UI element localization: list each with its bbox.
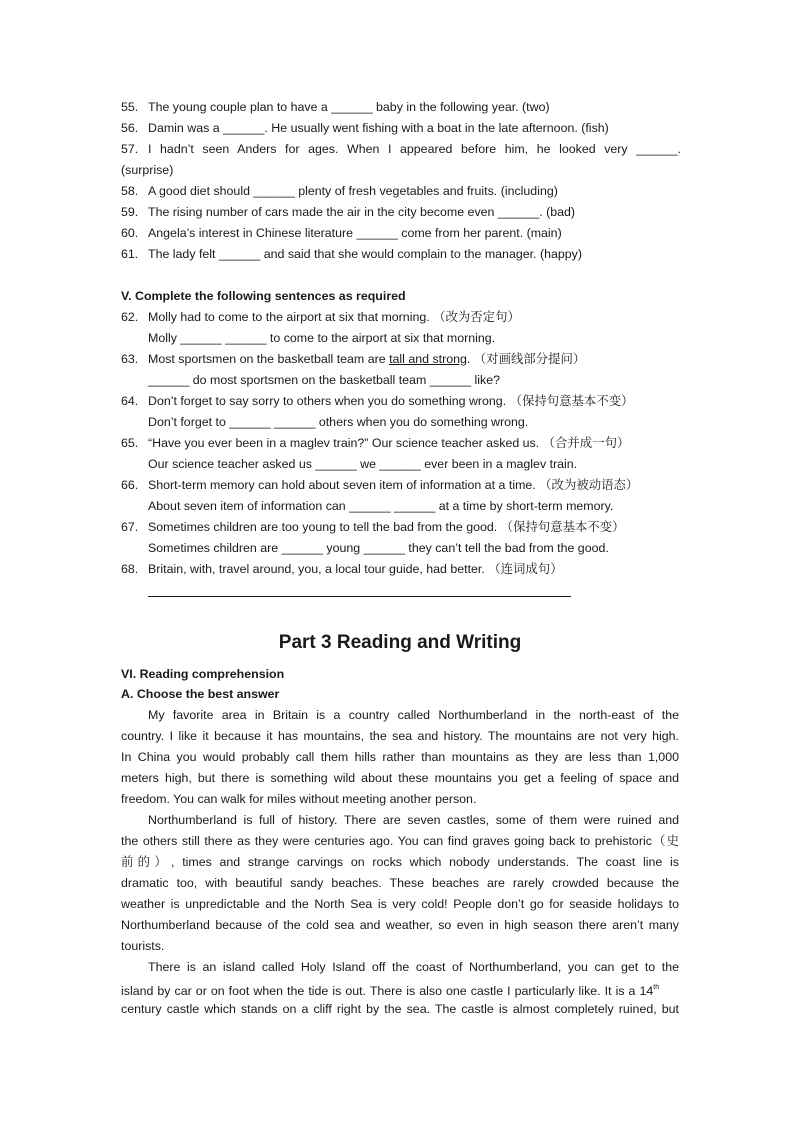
answer-line-64: Don’t forget to ______ ______ others when you do something wrong.	[148, 415, 529, 429]
passage-line	[121, 980, 679, 999]
question-text: Molly had to come to the airport at six that morning. （改为否定句）	[148, 310, 520, 324]
question-number: 60.	[121, 226, 139, 240]
passage-line: meters high, but there is something wild about these mountains you get a feeling of space and	[121, 771, 679, 785]
question-number: 55.	[121, 100, 139, 114]
answer-line-62: Molly ______ ______ to come to the airport at six that morning.	[148, 331, 496, 345]
answer-line-67: Sometimes children are ______ young ______ they can’t tell the bad from the good.	[148, 541, 609, 555]
passage-line: century castle which stands on a cliff right by the sea. The castle is almost completely ruined, but	[121, 1002, 679, 1016]
subsection-heading: A. Choose the best answer	[121, 687, 280, 701]
question-65	[121, 435, 681, 451]
passage-line: the others still there as they were centuries ago. You can find graves going back to prehistoric（史	[121, 834, 679, 848]
part-title: Part 3 Reading and Writing	[278, 632, 522, 653]
question-67	[121, 519, 681, 535]
question-text: Short-term memory can hold about seven item of information at a time. （改为被动语态）	[148, 478, 639, 492]
question-number: 61.	[121, 247, 139, 261]
passage-line: tourists.	[121, 939, 165, 953]
question-59	[121, 204, 681, 220]
question-number: 59.	[121, 205, 139, 219]
question-number: 57.	[121, 142, 139, 156]
question-text: The lady felt ______ and said that she would complain to the manager. (happy)	[148, 247, 582, 261]
question-text: Don’t forget to say sorry to others when you do something wrong. （保持句意基本不变）	[148, 394, 634, 408]
question-66	[121, 477, 681, 493]
passage-line: country. I like it because it has mountains, the sea and history. The mountains are not very high.	[121, 729, 679, 743]
question-62	[121, 309, 681, 325]
question-text: A good diet should ______ plenty of fresh vegetables and fruits. (including)	[148, 184, 558, 198]
passage-line: Northumberland is full of history. There are seven castles, some of them were ruined and	[148, 813, 679, 827]
passage-line: dramatic too, with beautiful sandy beaches. These beaches are rarely crowded because the	[121, 876, 679, 890]
superscript: th	[653, 984, 660, 991]
passage-line: 前的）, times and strange carvings on rocks which nobody understands. The coast line is	[121, 855, 679, 869]
question-number: 68.	[121, 562, 139, 576]
question-58	[121, 183, 681, 199]
answer-rule-68	[148, 596, 571, 597]
question-text: Britain, with, travel around, you, a local tour guide, had better. （连词成句）	[148, 562, 563, 576]
section-heading: V. Complete the following sentences as required	[121, 289, 406, 303]
question-68	[121, 561, 681, 577]
answer-line-66: About seven item of information can ______ ______ at a time by short-term memory.	[148, 499, 614, 513]
passage-line: My favorite area in Britain is a country called Northumberland in the north-east of the	[148, 708, 679, 722]
question-number: 56.	[121, 121, 139, 135]
question-text: Sometimes children are too young to tell the bad from the good. （保持句意基本不变）	[148, 520, 625, 534]
question-text: The rising number of cars made the air in the city become even ______. (bad)	[148, 205, 576, 219]
question-number: 65.	[121, 436, 139, 450]
question-64	[121, 393, 681, 409]
passage-line: weather is unpredictable and the North Sea is very cold! People don’t go for seaside holidays to	[121, 897, 679, 911]
question-number: 62.	[121, 310, 139, 324]
section-heading: VI. Reading comprehension	[121, 667, 285, 681]
answer-line-63: ______ do most sportsmen on the basketball team ______ like?	[148, 373, 500, 387]
question-text: “Have you ever been in a maglev train?” Our science teacher asked us. （合并成一句）	[148, 436, 630, 450]
question-number: 67.	[121, 520, 139, 534]
question-63	[121, 351, 681, 367]
passage-line: Northumberland because of the cold sea and weather, so even in high season there aren’t many	[121, 918, 679, 932]
passage-line: In China you would probably call them hills rather than mountains as they are less than 1,000	[121, 750, 679, 764]
question-55	[121, 99, 681, 115]
question-number: 58.	[121, 184, 139, 198]
underlined-phrase: tall and strong	[389, 352, 467, 366]
question-text: Damin was a ______. He usually went fishing with a boat in the late afternoon. (fish)	[148, 121, 609, 135]
question-number: 64.	[121, 394, 139, 408]
question-text: Angela’s interest in Chinese literature ______ come from her parent. (main)	[148, 226, 562, 240]
question-56	[121, 120, 681, 136]
question-57-continuation: (surprise)	[121, 163, 174, 177]
question-57	[121, 141, 681, 157]
question-60	[121, 225, 681, 241]
question-text-start: Most sportsmen on the basketball team are	[148, 352, 390, 366]
question-61	[121, 246, 681, 262]
question-text-end: . （对画线部分提问）	[466, 352, 586, 366]
question-text: The young couple plan to have a ______ baby in the following year. (two)	[148, 100, 550, 114]
question-number: 63.	[121, 352, 139, 366]
passage-line-text: island by car or on foot when the tide is out. There is also one castle I particularly like. It is a 14	[121, 984, 654, 998]
passage-line: freedom. You can walk for miles without meeting another person.	[121, 792, 477, 806]
answer-line-65: Our science teacher asked us ______ we ______ ever been in a maglev train.	[148, 457, 578, 471]
question-number: 66.	[121, 478, 139, 492]
question-text: I hadn’t seen Anders for ages. When I appeared before him, he looked very ______.	[148, 142, 681, 156]
passage-line: There is an island called Holy Island off the coast of Northumberland, you can get to the	[148, 960, 679, 974]
